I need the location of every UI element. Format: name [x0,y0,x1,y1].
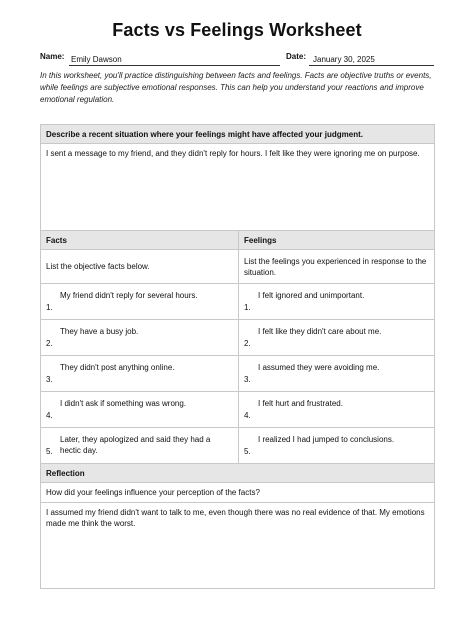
situation-answer[interactable]: I sent a message to my friend, and they didn't reply for hours. I felt like they were ignoring me on purpose. [41,144,435,231]
situation-header-row [41,125,435,144]
feeling-text[interactable]: I felt hurt and frustrated. [258,399,343,408]
fact-text[interactable]: Later, they apologized and said they had a hectic day. [60,435,211,455]
fact-number: 4. [46,411,53,420]
reflection-header-row [41,464,435,483]
fact-text[interactable]: They have a busy job. [60,327,139,336]
table-row [41,356,435,392]
fact-number: 1. [46,303,53,312]
reflection-answer-row [41,503,435,589]
reflection-header: Reflection [41,464,435,483]
fact-text[interactable]: I didn't ask if something was wrong. [60,399,187,408]
fact-number: 2. [46,339,53,348]
fact-number: 5. [46,447,53,456]
date-underline [309,65,434,66]
name-label: Name: [40,52,65,61]
feeling-number: 1. [244,303,251,312]
reflection-question-row [41,483,435,503]
feelings-header: Feelings [239,231,435,250]
feeling-text[interactable]: I felt ignored and unimportant. [258,291,365,300]
fact-text[interactable]: They didn't post anything online. [60,363,175,372]
feeling-number: 2. [244,339,251,348]
date-value: January 30, 2025 [313,55,375,64]
name-field [40,52,280,66]
date-field [286,52,434,66]
table-row [41,284,435,320]
table-row [41,428,435,464]
worksheet-table [40,124,435,589]
feeling-text[interactable]: I realized I had jumped to conclusions. [258,435,395,444]
facts-instruction: List the objective facts below. [41,250,239,284]
columns-header-row [41,231,435,250]
reflection-question: How did your feelings influence your perception of the facts? [41,483,435,503]
reflection-answer[interactable]: I assumed my friend didn't want to talk to me, even though there was no real evidence of that. My emotions made me think the worst. [41,503,435,589]
feeling-number: 4. [244,411,251,420]
situation-prompt: Describe a recent situation where your feelings might have affected your judgment. [41,125,435,144]
name-value: Emily Dawson [71,55,122,64]
facts-header: Facts [41,231,239,250]
table-row [41,392,435,428]
intro-text: In this worksheet, you'll practice distinguishing between facts and feelings. Facts are objective truths or events, while feelings are subjective emotional responses. This can help you understand your reactions and improve emotional regulation. [40,71,432,104]
feeling-number: 3. [244,375,251,384]
feeling-text[interactable]: I felt like they didn't care about me. [258,327,382,336]
name-underline [69,65,280,66]
situation-answer-row [41,144,435,231]
page-title: Facts vs Feelings Worksheet [112,20,362,40]
feelings-instruction: List the feelings you experienced in response to the situation. [239,250,435,284]
feeling-number: 5. [244,447,251,456]
instruction-row [41,250,435,284]
feeling-text[interactable]: I assumed they were avoiding me. [258,363,380,372]
table-row [41,320,435,356]
date-label: Date: [286,52,307,61]
fact-text[interactable]: My friend didn't reply for several hours. [60,291,198,300]
fact-number: 3. [46,375,53,384]
